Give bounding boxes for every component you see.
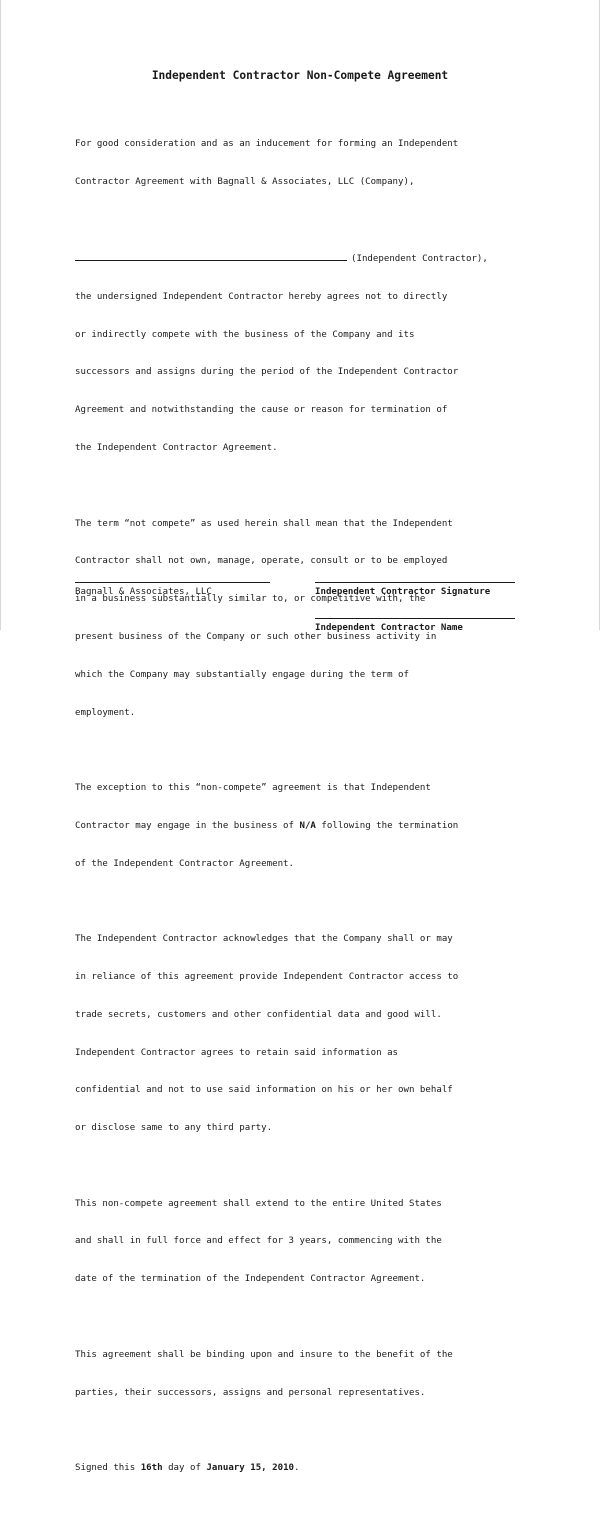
text-line: of the Independent Contractor Agreement. <box>75 858 294 869</box>
company-signature-label: Bagnall & Associates, LLC <box>75 587 212 597</box>
paragraph-confidentiality <box>75 908 525 1160</box>
text-line: confidential and not to use said information on his or her own behalf <box>75 1085 453 1096</box>
signed-day: 16th <box>140 1463 163 1474</box>
text-line: This agreement shall be binding upon and insure to the benefit of the <box>75 1349 453 1360</box>
text-line: Contractor shall not own, manage, operate, consult or to be employed <box>75 556 448 567</box>
business-value: N/A <box>299 820 316 831</box>
text-fragment: following the termination <box>315 820 459 831</box>
paragraph-agreement <box>75 226 525 480</box>
text-fragment: day of <box>162 1463 207 1474</box>
text-fragment: Signed this <box>75 1463 141 1474</box>
contractor-name-blank[interactable] <box>75 251 347 261</box>
text-line: trade secrets, customers and other confidential data and good will. <box>75 1009 442 1020</box>
contractor-name-line <box>75 251 525 266</box>
text-line: and shall in full force and effect for 3 years, commencing with the <box>75 1236 442 1247</box>
text-fragment: . <box>294 1463 300 1474</box>
text-line: employment. <box>75 707 136 718</box>
text-line <box>75 820 525 833</box>
document-title: Independent Contractor Non-Compete Agreement <box>151 69 449 82</box>
paragraph-exception <box>75 757 525 896</box>
text-line: parties, their successors, assigns and personal representatives. <box>75 1387 426 1398</box>
contractor-name-block <box>315 618 515 634</box>
contractor-name-signature-label: Independent Contractor Name <box>315 623 463 633</box>
contractor-name-label: (Independent Contractor), <box>351 254 488 265</box>
text-line: date of the termination of the Independent Contractor Agreement. <box>75 1274 426 1285</box>
text-line <box>75 1462 525 1475</box>
text-line: Independent Contractor agrees to retain said information as <box>75 1047 399 1058</box>
text-line: in a business substantially similar to, or competitive with, the <box>75 594 426 605</box>
text-fragment: Contractor may engage in the business of <box>75 820 300 831</box>
contractor-signature-label: Independent Contractor Signature <box>315 587 491 597</box>
text-line: the Independent Contractor Agreement. <box>75 443 278 454</box>
text-line: in reliance of this agreement provide Independent Contractor access to <box>75 971 459 982</box>
text-line: The Independent Contractor acknowledges that the Company shall or may <box>75 934 453 945</box>
contractor-signature-block <box>315 582 515 598</box>
signed-date-line <box>75 1437 525 1500</box>
text-line: This non-compete agreement shall extend to the entire United States <box>75 1198 442 1209</box>
contractor-name-signature-line[interactable] <box>315 618 515 619</box>
paragraph-consideration <box>75 113 525 214</box>
contractor-signature-line[interactable] <box>315 582 515 583</box>
text-line: Agreement and notwithstanding the cause or reason for termination of <box>75 405 448 416</box>
text-line: present business of the Company or such other business activity in <box>75 631 437 642</box>
text-line: the undersigned Independent Contractor hereby agrees not to directly <box>75 291 448 302</box>
company-signature-block <box>75 582 270 598</box>
text-line: successors and assigns during the period of the Independent Contractor <box>75 367 459 378</box>
text-line: For good consideration and as an inducement for forming an Independent <box>75 138 459 149</box>
paragraph-scope <box>75 1172 525 1311</box>
text-line: which the Company may substantially engage during the term of <box>75 669 409 680</box>
company-signature-line[interactable] <box>75 582 270 583</box>
signed-date: January 15, 2010 <box>206 1463 295 1474</box>
text-line: The exception to this “non-compete” agreement is that Independent <box>75 783 431 794</box>
text-line: The term “not compete” as used herein shall mean that the Independent <box>75 518 453 529</box>
document-body <box>75 70 525 1513</box>
paragraph-binding <box>75 1324 525 1425</box>
text-line: or disclose same to any third party. <box>75 1123 273 1134</box>
text-line: Contractor Agreement with Bagnall & Associates, LLC (Company), <box>75 176 415 187</box>
text-line: or indirectly compete with the business of the Company and its <box>75 329 415 340</box>
